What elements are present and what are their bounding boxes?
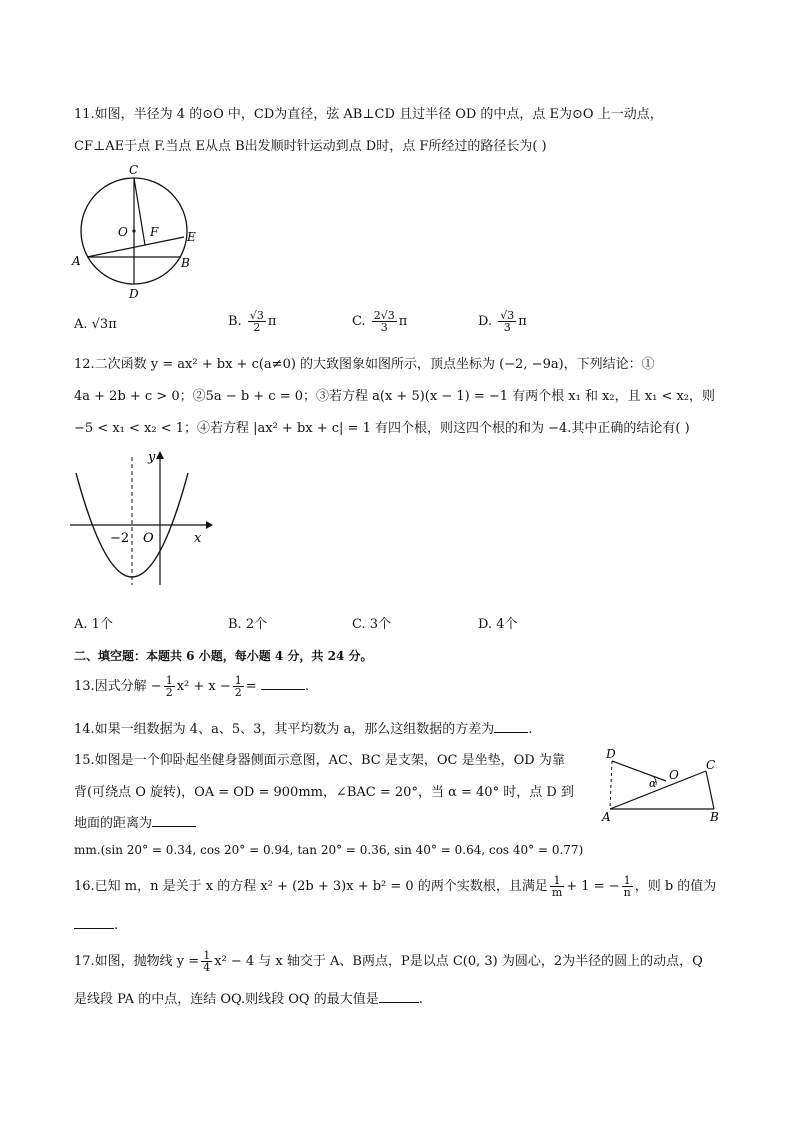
label-d: D xyxy=(129,287,139,301)
label-x: x xyxy=(194,531,202,546)
q16-line2: . xyxy=(74,916,118,933)
label-y: y xyxy=(148,450,156,465)
q12-option-c: C. 3个 xyxy=(352,617,392,632)
y-axis-arrow xyxy=(156,451,164,459)
q12-line1: 12.二次函数 y = ax² + bx + c(a≠0) 的大致图象如图所示，顶点坐标为 (−2, −9a)，下列结论：① xyxy=(74,357,655,372)
q12-line2: 4a + 2b + c > 0；②5a − b + c = 0；③若方程 a(x + 5)(x − 1) = −1 有两个根 x₁ 和 x₂，且 x₁ < x₂，则 xyxy=(74,389,716,404)
q11-option-c: C. $\frac{2√3}{3}$ π xyxy=(352,309,408,334)
q15-answer-blank[interactable] xyxy=(152,814,196,827)
label-e: E xyxy=(187,230,196,244)
q13-line: 13.因式分解 − $\frac{1}{2}$ x² + x − $\frac{1}{2}$ = . xyxy=(74,674,309,699)
label-c: C xyxy=(706,758,716,772)
q13-answer-blank[interactable] xyxy=(261,677,305,690)
center-point xyxy=(132,229,135,232)
q11-line1: 11.如图，半径为 4 的⊙O 中，CD为直径，弦 AB⊥CD 且过半径 OD 的中点，点 E为⊙O 上一动点， xyxy=(74,107,663,122)
label-b: B xyxy=(710,810,719,824)
q15-line4: mm.(sin 20° = 0.34, cos 20° = 0.94, tan 20° = 0.36, sin 40° = 0.64, cos 40° = 0.77) xyxy=(74,843,584,857)
q17-line2: 是线段 PA 的中点，连结 OQ.则线段 OQ 的最大值是 . xyxy=(74,992,423,1007)
q12-option-a: A. 1个 xyxy=(74,617,113,632)
q15-line2: 背(可绕点 O 旋转)，OA = OD = 900mm，∠BAC = 20°，当 α = 40° 时，点 D 到 xyxy=(74,785,574,800)
label-b: B xyxy=(181,256,190,270)
q14-answer-blank[interactable] xyxy=(494,720,528,733)
section-2-heading: 二、填空题：本题共 6 小题，每小题 4 分，共 24 分。 xyxy=(74,649,373,663)
label-o: O xyxy=(118,225,128,239)
q15-line1: 15.如图是一个仰卧起坐健身器侧面示意图，AC、BC 是支架，OC 是坐垫，OD 为靠 xyxy=(74,753,565,768)
q12-option-b: B. 2个 xyxy=(228,617,268,632)
label-a: A xyxy=(602,810,611,824)
q12-line3: −5 < x₁ < x₂ < 1；④若方程 |ax² + bx + c| = 1 有四个根，则这四个根的和为 −4.其中正确的结论有( ) xyxy=(74,421,690,436)
q11-circle-figure xyxy=(66,160,206,305)
q16-line1: 16.已知 m，n 是关于 x 的方程 x² + (2b + 3)x + b² = 0 的两个实数根，且满足 $\frac{1}{m}$ + 1 = − $\frac{1}{n}$ ，则 b 的值为 xyxy=(74,874,717,899)
label-d: D xyxy=(606,747,616,761)
line-cf xyxy=(134,178,145,245)
x-axis-arrow xyxy=(206,521,213,529)
label-origin: O xyxy=(143,531,154,546)
q14-line: 14.如果一组数据为 4、a、5、3，其平均数为 a，那么这组数据的方差为 . xyxy=(74,722,533,737)
label-c: C xyxy=(129,163,139,177)
label-a: A xyxy=(72,254,81,268)
q17-line1: 17.如图，抛物线 y = $\frac{1}{4}$ x² − 4 与 x 轴交于 A、B两点，P是以点 C(0, 3) 为圆心，2为半径的圆上的动点，Q xyxy=(74,949,703,974)
q12-parabola-figure xyxy=(66,445,216,595)
q11-option-b: B. $\frac{√3}{2}$ π xyxy=(228,309,277,334)
label-f: F xyxy=(150,225,159,239)
q17-answer-blank[interactable] xyxy=(379,990,419,1003)
label-o: O xyxy=(669,768,679,782)
support-ac xyxy=(610,771,706,809)
support-bc xyxy=(706,771,714,809)
q11-option-d: D. $\frac{√3}{3}$ π xyxy=(478,309,527,334)
q15-situp-figure xyxy=(598,745,728,825)
q11-option-a: A. √3π xyxy=(74,317,117,332)
label-minus2: −2 xyxy=(110,531,130,546)
q15-line3: 地面的距离为 xyxy=(74,812,196,831)
q16-answer-blank[interactable] xyxy=(74,916,114,929)
q11-line2: CF⊥AE于点 F.当点 E从点 B出发顺时针运动到点 D时，点 F所经过的路径长为( ) xyxy=(74,139,547,154)
line-ae xyxy=(87,237,184,257)
back-od xyxy=(612,761,666,781)
label-alpha: α xyxy=(649,777,657,790)
q12-option-d: D. 4个 xyxy=(478,617,518,632)
height-line xyxy=(610,761,612,809)
